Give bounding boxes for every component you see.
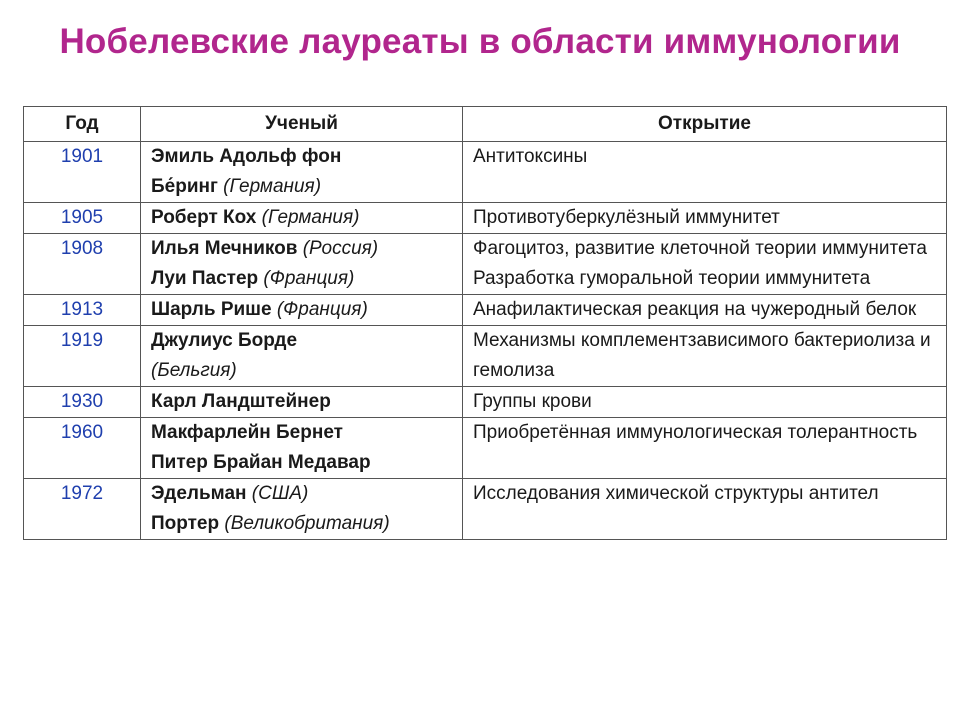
scientist-cell: [141, 203, 463, 234]
scientist-name: Карл Ландштейнер: [151, 391, 331, 412]
discovery-cell: [463, 234, 947, 295]
header-scientist: Ученый: [141, 107, 463, 142]
table-header-row: [24, 107, 947, 142]
table-row: [24, 295, 947, 326]
scientist-cell: [141, 142, 463, 203]
scientist-name: Питер Брайан Медавар: [151, 452, 371, 473]
page-title: Нобелевские лауреаты в области иммунологии: [59, 22, 901, 61]
scientist-country: (Бельгия): [151, 360, 237, 381]
table-row: [24, 234, 947, 295]
discovery-text: Группы крови: [473, 391, 592, 412]
table-row: [24, 142, 947, 203]
scientist-country: (Франция): [258, 268, 355, 289]
table-row: [24, 326, 947, 387]
table-row: [24, 479, 947, 540]
scientist-name: Эмиль Адольф фон: [151, 146, 342, 167]
scientist-name: Бе́ринг: [151, 176, 218, 197]
discovery-cell: [463, 418, 947, 479]
table-row: [24, 203, 947, 234]
discovery-text: Механизмы комплементзависимого бактериолиза и гемолиза: [473, 330, 931, 381]
discovery-cell: [463, 295, 947, 326]
scientist-country: (Германия): [217, 176, 322, 197]
scientist-name: Эдельман: [151, 483, 247, 504]
discovery-cell: [463, 142, 947, 203]
scientist-name: Роберт Кох: [151, 207, 257, 228]
discovery-text: Антитоксины: [473, 146, 588, 167]
year-cell: 1972: [24, 479, 141, 540]
laureates-table: [23, 106, 947, 540]
year-cell: 1905: [24, 203, 141, 234]
scientist-cell: [141, 479, 463, 540]
scientist-country: (Германия): [256, 207, 360, 228]
discovery-text: Разработка гуморальной теории иммунитета: [473, 268, 871, 289]
table-row: [24, 418, 947, 479]
scientist-name: Луи Пастер: [151, 268, 259, 289]
scientist-name: Шарль Рише: [151, 299, 272, 320]
discovery-cell: [463, 479, 947, 540]
table-row: [24, 387, 947, 418]
discovery-text: Фагоцитоз, развитие клеточной теории иммунитета: [473, 238, 927, 259]
discovery-text: Исследования химической структуры антител: [473, 483, 879, 504]
scientist-name: Илья Мечников: [151, 238, 298, 259]
scientist-name: Макфарлейн Бернет: [151, 422, 343, 443]
scientist-country: (Франция): [271, 299, 368, 320]
scientist-cell: [141, 418, 463, 479]
discovery-text: Анафилактическая реакция на чужеродный белок: [473, 299, 917, 320]
scientist-cell: [141, 326, 463, 387]
scientist-cell: [141, 387, 463, 418]
discovery-text: Приобретённая иммунологическая толерантность: [473, 422, 918, 443]
header-discovery: Открытие: [463, 107, 947, 142]
discovery-cell: [463, 387, 947, 418]
scientist-name: Джулиус Борде: [151, 330, 298, 351]
year-cell: 1913: [24, 295, 141, 326]
discovery-cell: [463, 326, 947, 387]
discovery-text: Противотуберкулёзный иммунитет: [473, 207, 780, 228]
discovery-cell: [463, 203, 947, 234]
year-cell: 1908: [24, 234, 141, 295]
year-cell: 1919: [24, 326, 141, 387]
header-year: Год: [24, 107, 141, 142]
year-cell: 1960: [24, 418, 141, 479]
scientist-country: (Великобритания): [219, 513, 390, 534]
scientist-country: (США): [246, 483, 309, 504]
year-cell: 1930: [24, 387, 141, 418]
scientist-country: (Россия): [297, 238, 379, 259]
year-cell: 1901: [24, 142, 141, 203]
scientist-cell: [141, 295, 463, 326]
scientist-name: Портер: [151, 513, 220, 534]
scientist-cell: [141, 234, 463, 295]
